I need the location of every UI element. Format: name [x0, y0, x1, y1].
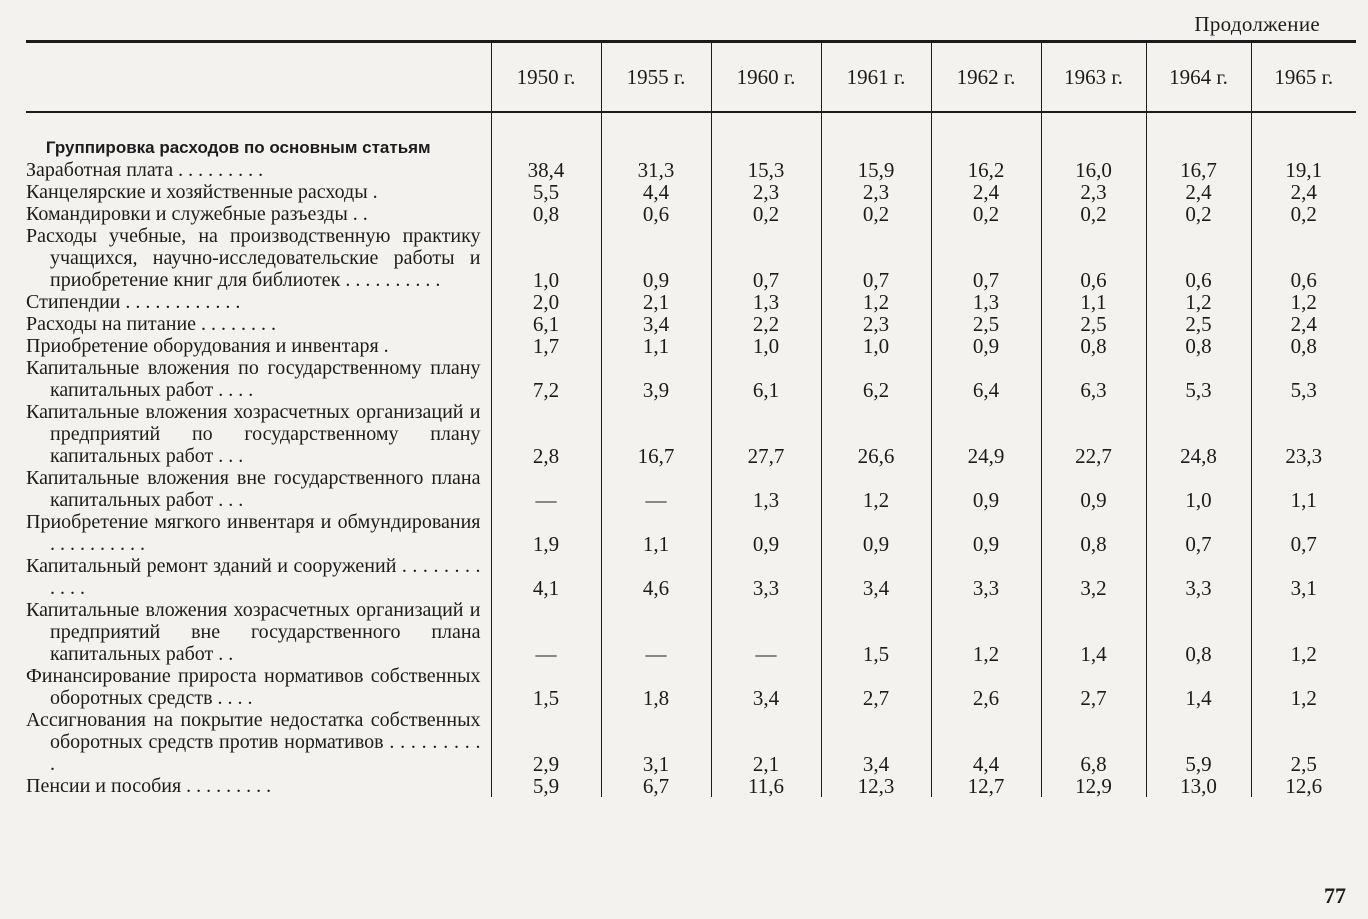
value-cell: 6,4	[931, 357, 1041, 401]
value-cell: 1,2	[1251, 291, 1356, 313]
table-row	[26, 203, 1356, 225]
year-header: 1965 г.	[1251, 42, 1356, 113]
value-cell: 2,6	[931, 665, 1041, 709]
value-cell: 4,1	[491, 555, 601, 599]
row-label	[26, 665, 491, 709]
table-row	[26, 335, 1356, 357]
value-cell: 0,2	[931, 203, 1041, 225]
value-cell: —	[601, 599, 711, 665]
row-label	[26, 203, 491, 225]
row-label-text: Приобретение мягкого инвентаря и обмундирования . . . . . . . . . .	[26, 511, 481, 555]
value-cell: 0,7	[931, 225, 1041, 291]
value-cell: 2,1	[711, 709, 821, 775]
table-row	[26, 225, 1356, 291]
value-cell: 0,6	[601, 203, 711, 225]
value-cell: 2,9	[491, 709, 601, 775]
value-cell: 0,6	[1041, 225, 1146, 291]
value-cell: 0,6	[1251, 225, 1356, 291]
value-cell: 12,6	[1251, 775, 1356, 797]
value-cell: 2,4	[1251, 313, 1356, 335]
value-cell: 0,9	[931, 335, 1041, 357]
value-cell: 24,8	[1146, 401, 1251, 467]
row-label	[26, 511, 491, 555]
value-cell: 1,8	[601, 665, 711, 709]
row-label-text: Капитальные вложения вне государственного плана капитальных работ . . .	[26, 467, 481, 511]
value-cell: 1,1	[1251, 467, 1356, 511]
value-cell: 1,3	[711, 467, 821, 511]
row-label-text: Капитальные вложения хозрасчетных организаций и предприятий по государственному плану капитальных работ . . .	[26, 401, 481, 467]
value-cell: 5,3	[1251, 357, 1356, 401]
value-cell: 12,7	[931, 775, 1041, 797]
value-cell: 7,2	[491, 357, 601, 401]
value-cell: 2,4	[1251, 181, 1356, 203]
year-header: 1962 г.	[931, 42, 1041, 113]
row-label	[26, 555, 491, 599]
value-cell: 2,7	[1041, 665, 1146, 709]
value-cell: 1,2	[821, 467, 931, 511]
value-cell: 12,9	[1041, 775, 1146, 797]
row-label-text: Канцелярские и хозяйственные расходы .	[26, 181, 378, 203]
value-cell: 0,7	[1146, 511, 1251, 555]
value-cell: 2,5	[931, 313, 1041, 335]
value-cell: 11,6	[711, 775, 821, 797]
value-cell: 6,1	[711, 357, 821, 401]
row-label-text: Заработная плата . . . . . . . . .	[26, 159, 264, 181]
continuation-label: Продолжение	[1194, 12, 1320, 36]
value-cell: 3,1	[601, 709, 711, 775]
value-cell: 15,9	[821, 159, 931, 181]
value-cell: 6,2	[821, 357, 931, 401]
value-cell: 1,1	[1041, 291, 1146, 313]
value-cell: 0,2	[711, 203, 821, 225]
value-cell: —	[601, 467, 711, 511]
table-row	[26, 159, 1356, 181]
year-header: 1950 г.	[491, 42, 601, 113]
value-cell: 0,9	[931, 511, 1041, 555]
year-header: 1955 г.	[601, 42, 711, 113]
value-cell: 6,3	[1041, 357, 1146, 401]
row-label-text: Капитальные вложения по государственному плану капитальных работ . . . .	[26, 357, 481, 401]
value-cell: 4,6	[601, 555, 711, 599]
table-row	[26, 709, 1356, 775]
value-cell: 0,9	[821, 511, 931, 555]
table-row	[26, 775, 1356, 797]
row-label	[26, 225, 491, 291]
value-cell: 2,5	[1041, 313, 1146, 335]
value-cell: 22,7	[1041, 401, 1146, 467]
value-cell: 2,4	[931, 181, 1041, 203]
value-cell: 1,0	[711, 335, 821, 357]
row-label	[26, 357, 491, 401]
value-cell: 1,5	[491, 665, 601, 709]
value-cell: 16,7	[601, 401, 711, 467]
value-cell: 1,3	[711, 291, 821, 313]
value-cell: 13,0	[1146, 775, 1251, 797]
value-cell: 3,4	[601, 313, 711, 335]
value-cell: 0,2	[1146, 203, 1251, 225]
value-cell: 2,5	[1251, 709, 1356, 775]
row-label-text: Командировки и служебные разъезды . .	[26, 203, 368, 225]
value-cell: —	[491, 467, 601, 511]
header-blank-cell	[26, 42, 491, 113]
value-cell: 3,1	[1251, 555, 1356, 599]
value-cell: 1,4	[1146, 665, 1251, 709]
value-cell: 3,3	[1146, 555, 1251, 599]
row-label	[26, 775, 491, 797]
value-cell: 0,8	[1146, 335, 1251, 357]
value-cell: 2,3	[711, 181, 821, 203]
value-cell: 16,0	[1041, 159, 1146, 181]
value-cell: 5,5	[491, 181, 601, 203]
value-cell: 1,2	[1146, 291, 1251, 313]
value-cell: 2,2	[711, 313, 821, 335]
value-cell: 0,2	[1251, 203, 1356, 225]
value-cell: 26,6	[821, 401, 931, 467]
value-cell: 2,7	[821, 665, 931, 709]
row-label	[26, 709, 491, 775]
value-cell: 2,3	[821, 313, 931, 335]
year-header: 1964 г.	[1146, 42, 1251, 113]
value-cell: 0,8	[1251, 335, 1356, 357]
value-cell: 12,3	[821, 775, 931, 797]
row-label	[26, 313, 491, 335]
table-row	[26, 291, 1356, 313]
header-row	[26, 42, 1356, 113]
value-cell: 0,2	[1041, 203, 1146, 225]
value-cell: 0,2	[821, 203, 931, 225]
table-row	[26, 401, 1356, 467]
value-cell: 19,1	[1251, 159, 1356, 181]
value-cell: 15,3	[711, 159, 821, 181]
year-header: 1961 г.	[821, 42, 931, 113]
value-cell: —	[491, 599, 601, 665]
value-cell: 5,9	[1146, 709, 1251, 775]
value-cell: 3,3	[931, 555, 1041, 599]
value-cell: 1,2	[931, 599, 1041, 665]
value-cell: 3,3	[711, 555, 821, 599]
row-label	[26, 291, 491, 313]
value-cell: 0,8	[1146, 599, 1251, 665]
table-row	[26, 511, 1356, 555]
row-label	[26, 401, 491, 467]
value-cell: 1,3	[931, 291, 1041, 313]
table-row	[26, 181, 1356, 203]
value-cell: 23,3	[1251, 401, 1356, 467]
expenses-table	[26, 40, 1356, 797]
section-title-row	[26, 137, 1356, 159]
value-cell: 1,2	[1251, 665, 1356, 709]
row-label-text: Капитальный ремонт зданий и сооружений . . . . . . . . . . . .	[26, 555, 481, 599]
value-cell: 0,8	[491, 203, 601, 225]
table-row	[26, 555, 1356, 599]
table-row	[26, 599, 1356, 665]
page-number: 77	[1324, 883, 1346, 908]
value-cell: 0,9	[601, 225, 711, 291]
row-label-text: Приобретение оборудования и инвентаря .	[26, 335, 389, 357]
row-label	[26, 467, 491, 511]
section-title: Группировка расходов по основным статьям	[45, 138, 431, 157]
value-cell: 0,7	[821, 225, 931, 291]
value-cell: 2,8	[491, 401, 601, 467]
value-cell: 27,7	[711, 401, 821, 467]
row-label-text: Расходы учебные, на производственную практику учащихся, научно-исследовательские работы и приобретение книг для библиотек . . . . . . . . . .	[26, 225, 481, 291]
value-cell: 2,3	[1041, 181, 1146, 203]
row-label-text: Ассигнования на покрытие недостатка собственных оборотных средств против нормативов . . . . . . . . . .	[26, 709, 481, 775]
value-cell: 1,2	[821, 291, 931, 313]
value-cell: 0,6	[1146, 225, 1251, 291]
value-cell: 2,3	[821, 181, 931, 203]
table-row	[26, 665, 1356, 709]
value-cell: 5,3	[1146, 357, 1251, 401]
value-cell: 1,1	[601, 511, 711, 555]
value-cell: 16,2	[931, 159, 1041, 181]
value-cell: 3,2	[1041, 555, 1146, 599]
row-label	[26, 181, 491, 203]
value-cell: 1,0	[1146, 467, 1251, 511]
table-row	[26, 313, 1356, 335]
value-cell: 3,9	[601, 357, 711, 401]
value-cell: 0,8	[1041, 335, 1146, 357]
value-cell: 1,7	[491, 335, 601, 357]
value-cell: 1,1	[601, 335, 711, 357]
value-cell: 1,0	[491, 225, 601, 291]
value-cell: 31,3	[601, 159, 711, 181]
table-row	[26, 357, 1356, 401]
row-label	[26, 335, 491, 357]
value-cell: 2,0	[491, 291, 601, 313]
value-cell: 4,4	[601, 181, 711, 203]
value-cell: 1,2	[1251, 599, 1356, 665]
year-header: 1963 г.	[1041, 42, 1146, 113]
value-cell: 1,5	[821, 599, 931, 665]
value-cell: 1,0	[821, 335, 931, 357]
value-cell: 3,4	[821, 555, 931, 599]
row-label-text: Расходы на питание . . . . . . . .	[26, 313, 277, 335]
value-cell: 3,4	[821, 709, 931, 775]
value-cell: —	[711, 599, 821, 665]
value-cell: 0,8	[1041, 511, 1146, 555]
row-label	[26, 599, 491, 665]
value-cell: 6,1	[491, 313, 601, 335]
value-cell: 0,9	[711, 511, 821, 555]
value-cell: 1,9	[491, 511, 601, 555]
value-cell: 3,4	[711, 665, 821, 709]
value-cell: 0,9	[931, 467, 1041, 511]
value-cell: 24,9	[931, 401, 1041, 467]
value-cell: 5,9	[491, 775, 601, 797]
value-cell: 2,4	[1146, 181, 1251, 203]
row-label-text: Стипендии . . . . . . . . . . . .	[26, 291, 241, 313]
value-cell: 1,4	[1041, 599, 1146, 665]
value-cell: 6,8	[1041, 709, 1146, 775]
value-cell: 6,7	[601, 775, 711, 797]
value-cell: 0,7	[711, 225, 821, 291]
value-cell: 38,4	[491, 159, 601, 181]
year-header: 1960 г.	[711, 42, 821, 113]
spacer-row	[26, 112, 1356, 137]
table-row	[26, 467, 1356, 511]
value-cell: 0,9	[1041, 467, 1146, 511]
value-cell: 16,7	[1146, 159, 1251, 181]
value-cell: 0,7	[1251, 511, 1356, 555]
row-label-text: Финансирование прироста нормативов собственных оборотных средств . . . .	[26, 665, 481, 709]
value-cell: 2,1	[601, 291, 711, 313]
row-label-text: Капитальные вложения хозрасчетных организаций и предприятий вне государственного плана капитальных работ . .	[26, 599, 481, 665]
value-cell: 4,4	[931, 709, 1041, 775]
row-label	[26, 159, 491, 181]
row-label-text: Пенсии и пособия . . . . . . . . .	[26, 775, 272, 797]
value-cell: 2,5	[1146, 313, 1251, 335]
